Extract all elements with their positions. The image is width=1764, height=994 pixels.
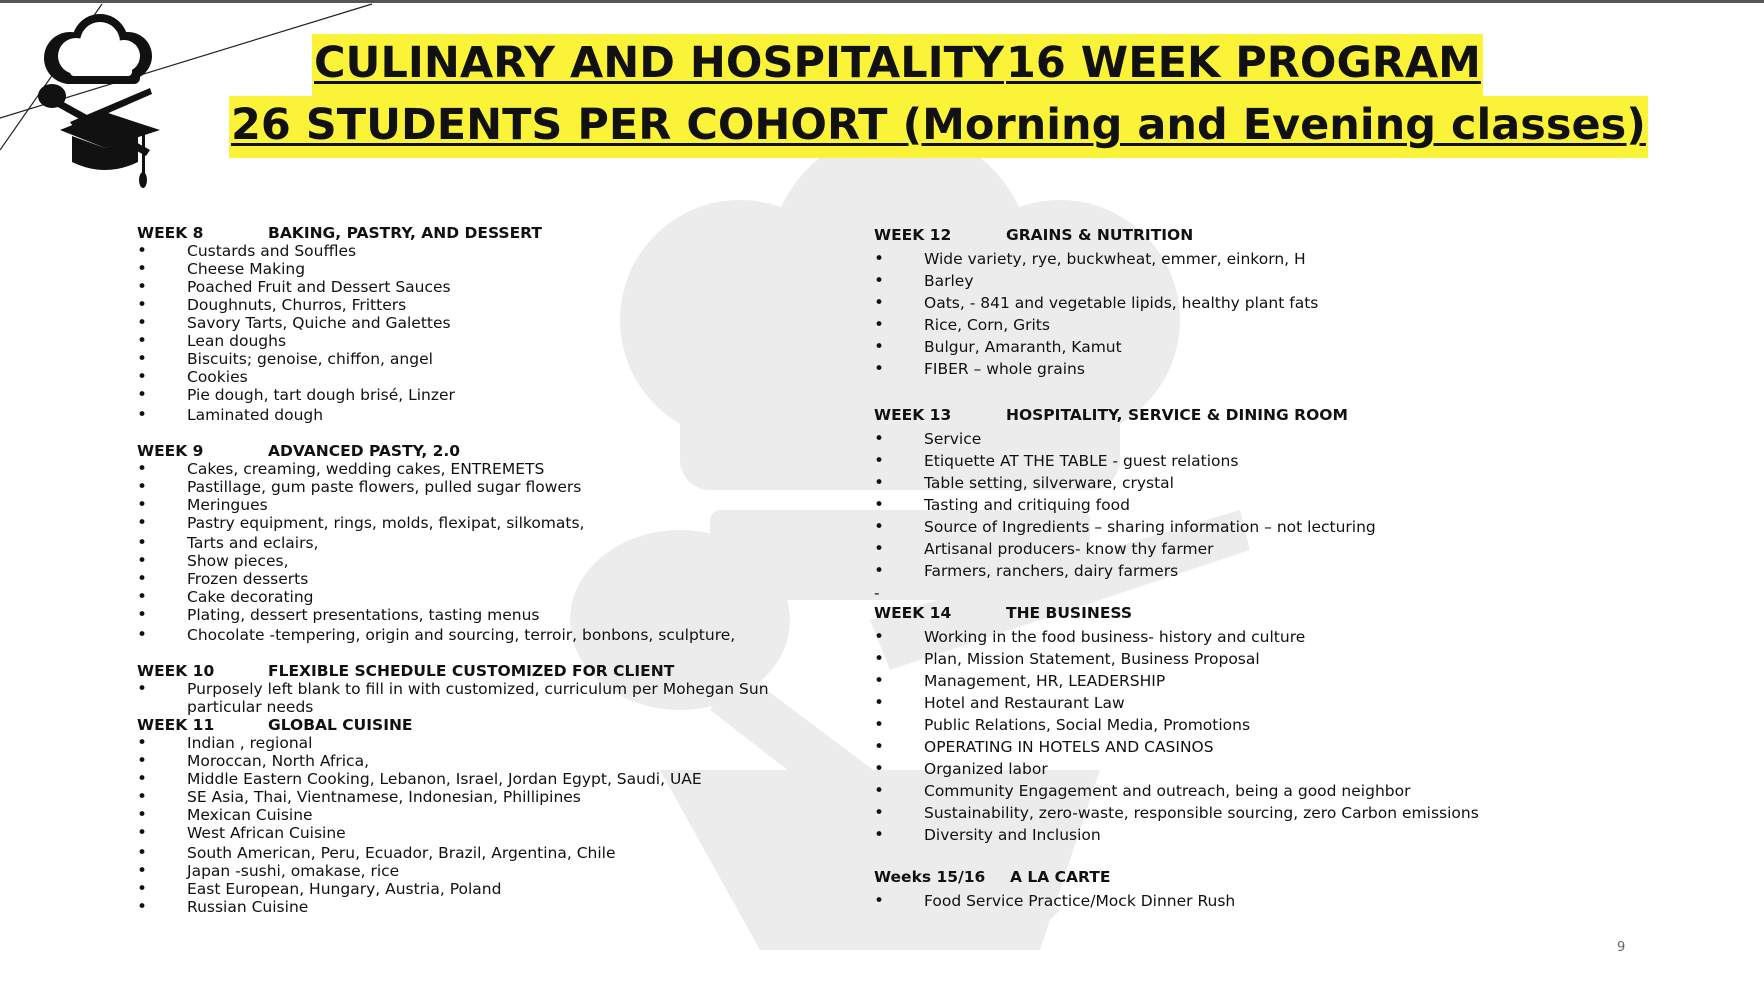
- bullet-icon: [137, 788, 151, 806]
- list-item: • SE Asia, Thai, Vientnamese, Indonesian, Phillipines: [137, 788, 777, 806]
- list-item: • Rice, Corn, Grits: [874, 314, 1479, 336]
- list-item: • Pie dough, tart dough brisé, Linzer: [137, 386, 777, 404]
- bullet-icon: [137, 496, 151, 514]
- list-item: • Chocolate -tempering, origin and sourcing, terroir, bonbons, sculpture,: [137, 626, 777, 644]
- list-item: • Source of Ingredients – sharing information – not lecturing: [874, 516, 1479, 538]
- bullet-icon: [874, 270, 888, 292]
- program-duration-title: 16 WEEK PROGRAM: [1004, 42, 1483, 85]
- list-item: • South American, Peru, Ecuador, Brazil, Argentina, Chile: [137, 844, 777, 862]
- week-header: [874, 406, 1479, 428]
- bullet-icon: [137, 350, 151, 368]
- list-item: • Tasting and critiquing food: [874, 494, 1479, 516]
- week-number: WEEK 14: [874, 604, 952, 622]
- list-item: • Savory Tarts, Quiche and Galettes: [137, 314, 777, 332]
- bullet-icon: [137, 514, 151, 532]
- bullet-icon: [874, 314, 888, 336]
- trailing-dash: -: [874, 584, 880, 602]
- list-item: • Organized labor: [874, 758, 1479, 780]
- list-item: • West African Cuisine: [137, 824, 777, 842]
- week-header: [137, 716, 777, 734]
- list-item: • Barley: [874, 270, 1479, 292]
- week-number: WEEK 13: [874, 406, 952, 424]
- week-header: [137, 662, 777, 680]
- list-item: • Wide variety, rye, buckwheat, emmer, einkorn, H: [874, 248, 1479, 270]
- list-item: • Plan, Mission Statement, Business Proposal: [874, 648, 1479, 670]
- week-number: WEEK 8: [137, 224, 204, 242]
- week-header: [137, 442, 777, 460]
- week-title: THE BUSINESS: [1006, 604, 1133, 622]
- list-item: • Diversity and Inclusion: [874, 824, 1479, 846]
- bullet-icon: [137, 844, 151, 862]
- bullet-icon: [874, 626, 888, 648]
- bullet-icon: [874, 516, 888, 538]
- bullet-icon: [874, 428, 888, 450]
- list-item: • Public Relations, Social Media, Promotions: [874, 714, 1479, 736]
- list-item: • Artisanal producers- know thy farmer: [874, 538, 1479, 560]
- list-item: • Laminated dough: [137, 406, 777, 424]
- list-item: • Mexican Cuisine: [137, 806, 777, 824]
- bullet-icon: [874, 560, 888, 582]
- week-8-section: [137, 224, 777, 424]
- list-item: • Poached Fruit and Dessert Sauces: [137, 278, 777, 296]
- bullet-icon: [874, 248, 888, 270]
- bullet-icon: [137, 332, 151, 350]
- bullet-icon: [874, 538, 888, 560]
- bullet-icon: [137, 752, 151, 770]
- list-item: • OPERATING IN HOTELS AND CASINOS: [874, 736, 1479, 758]
- list-item: • Cookies: [137, 368, 777, 386]
- list-item: • East European, Hungary, Austria, Poland: [137, 880, 777, 898]
- program-title: CULINARY AND HOSPITALITY: [312, 42, 1006, 85]
- list-item: • Moroccan, North Africa,: [137, 752, 777, 770]
- left-column: [137, 224, 777, 916]
- week-number: WEEK 9: [137, 442, 204, 460]
- bullet-icon: [137, 806, 151, 824]
- week-title: HOSPITALITY, SERVICE & DINING ROOM: [1006, 406, 1348, 424]
- bullet-icon: [137, 770, 151, 788]
- bullet-icon: [137, 242, 151, 260]
- week-number: WEEK 12: [874, 226, 952, 244]
- bullet-icon: [874, 802, 888, 824]
- list-item: • Plating, dessert presentations, tasting menus: [137, 606, 777, 624]
- bullet-icon: [137, 588, 151, 606]
- list-item: • Pastillage, gum paste flowers, pulled sugar flowers: [137, 478, 777, 496]
- list-item: • Middle Eastern Cooking, Lebanon, Israel, Jordan Egypt, Saudi, UAE: [137, 770, 777, 788]
- week-13-section: [874, 406, 1479, 604]
- week-10-section: [137, 662, 777, 716]
- cohort-subtitle: 26 STUDENTS PER COHORT (Morning and Evening classes): [229, 104, 1648, 147]
- list-item: • Cheese Making: [137, 260, 777, 278]
- bullet-icon: [874, 714, 888, 736]
- list-item: • Management, HR, LEADERSHIP: [874, 670, 1479, 692]
- week-11-section: [137, 716, 777, 916]
- bullet-icon: [874, 494, 888, 516]
- list-item: • Sustainability, zero-waste, responsible sourcing, zero Carbon emissions: [874, 802, 1479, 824]
- list-item: • Lean doughs: [137, 332, 777, 350]
- list-item: • Farmers, ranchers, dairy farmers: [874, 560, 1479, 582]
- bullet-icon: [874, 758, 888, 780]
- bullet-icon: [137, 278, 151, 296]
- list-item: • Tarts and eclairs,: [137, 534, 777, 552]
- list-item: • Custards and Souffles: [137, 242, 777, 260]
- list-item: • Etiquette AT THE TABLE - guest relations: [874, 450, 1479, 472]
- week-title: A LA CARTE: [1010, 868, 1111, 886]
- list-item: • Hotel and Restaurant Law: [874, 692, 1479, 714]
- bullet-icon: [137, 880, 151, 898]
- list-item: • Food Service Practice/Mock Dinner Rush: [874, 890, 1479, 912]
- bullet-icon: [137, 824, 151, 842]
- list-item: • Bulgur, Amaranth, Kamut: [874, 336, 1479, 358]
- bullet-icon: [137, 680, 151, 698]
- bullet-icon: [137, 314, 151, 332]
- list-item: • Japan -sushi, omakase, rice: [137, 862, 777, 880]
- list-item: • Oats, - 841 and vegetable lipids, healthy plant fats: [874, 292, 1479, 314]
- page-number: 9: [1617, 940, 1626, 955]
- week-header: [137, 224, 777, 242]
- bullet-icon: [137, 386, 151, 404]
- bullet-icon: [137, 734, 151, 752]
- week-9-section: [137, 442, 777, 644]
- bullet-icon: [137, 460, 151, 478]
- bullet-icon: [137, 570, 151, 588]
- list-item: • FIBER – whole grains: [874, 358, 1479, 380]
- week-number: WEEK 11: [137, 716, 215, 734]
- list-item: • Russian Cuisine: [137, 898, 777, 916]
- bullet-icon: [137, 534, 151, 552]
- week-12-section: [874, 226, 1479, 380]
- list-item: • Indian , regional: [137, 734, 777, 752]
- list-item: • Table setting, silverware, crystal: [874, 472, 1479, 494]
- list-item: • Cake decorating: [137, 588, 777, 606]
- week-14-section: [874, 604, 1479, 846]
- bullet-icon: [137, 606, 151, 624]
- week-title: FLEXIBLE SCHEDULE CUSTOMIZED FOR CLIENT: [268, 662, 675, 680]
- week-number: WEEK 10: [137, 662, 215, 680]
- bullet-icon: [874, 336, 888, 358]
- bullet-icon: [137, 898, 151, 916]
- list-item: • Doughnuts, Churros, Fritters: [137, 296, 777, 314]
- bullet-icon: [874, 736, 888, 758]
- list-item: • Community Engagement and outreach, being a good neighbor: [874, 780, 1479, 802]
- weeks-15-16-section: [874, 868, 1479, 912]
- bullet-icon: [137, 406, 151, 424]
- list-item: • Biscuits; genoise, chiffon, angel: [137, 350, 777, 368]
- bullet-icon: [137, 260, 151, 278]
- list-item: • Frozen desserts: [137, 570, 777, 588]
- week-title: ADVANCED PASTY, 2.0: [268, 442, 461, 460]
- bullet-icon: [137, 478, 151, 496]
- list-item: • Show pieces,: [137, 552, 777, 570]
- bullet-icon: [874, 692, 888, 714]
- bullet-icon: [137, 626, 151, 644]
- week-header: [874, 226, 1479, 248]
- list-item: • Purposely left blank to fill in with customized, curriculum per Mohegan Sun particular needs: [137, 680, 777, 698]
- week-title: GLOBAL CUISINE: [268, 716, 413, 734]
- list-item: • Working in the food business- history and culture: [874, 626, 1479, 648]
- bullet-icon: [874, 358, 888, 380]
- bullet-icon: [137, 296, 151, 314]
- bullet-icon: [874, 648, 888, 670]
- bullet-icon: [874, 890, 888, 912]
- list-item: • Pastry equipment, rings, molds, flexipat, silkomats,: [137, 514, 777, 532]
- bullet-icon: [137, 552, 151, 570]
- week-title: BAKING, PASTRY, AND DESSERT: [268, 224, 542, 242]
- list-item: • Meringues: [137, 496, 777, 514]
- week-number: Weeks 15/16: [874, 868, 986, 886]
- list-item: • Cakes, creaming, wedding cakes, ENTREMETS: [137, 460, 777, 478]
- bullet-icon: [874, 780, 888, 802]
- week-header: [874, 604, 1479, 626]
- list-item: • Service: [874, 428, 1479, 450]
- bullet-icon: [874, 824, 888, 846]
- bullet-icon: [874, 292, 888, 314]
- bullet-icon: [137, 368, 151, 386]
- bullet-icon: [874, 670, 888, 692]
- right-column: [874, 226, 1479, 912]
- bullet-icon: [874, 450, 888, 472]
- bullet-icon: [874, 472, 888, 494]
- week-title: GRAINS & NUTRITION: [1006, 226, 1194, 244]
- bullet-icon: [137, 862, 151, 880]
- week-header: [874, 868, 1479, 890]
